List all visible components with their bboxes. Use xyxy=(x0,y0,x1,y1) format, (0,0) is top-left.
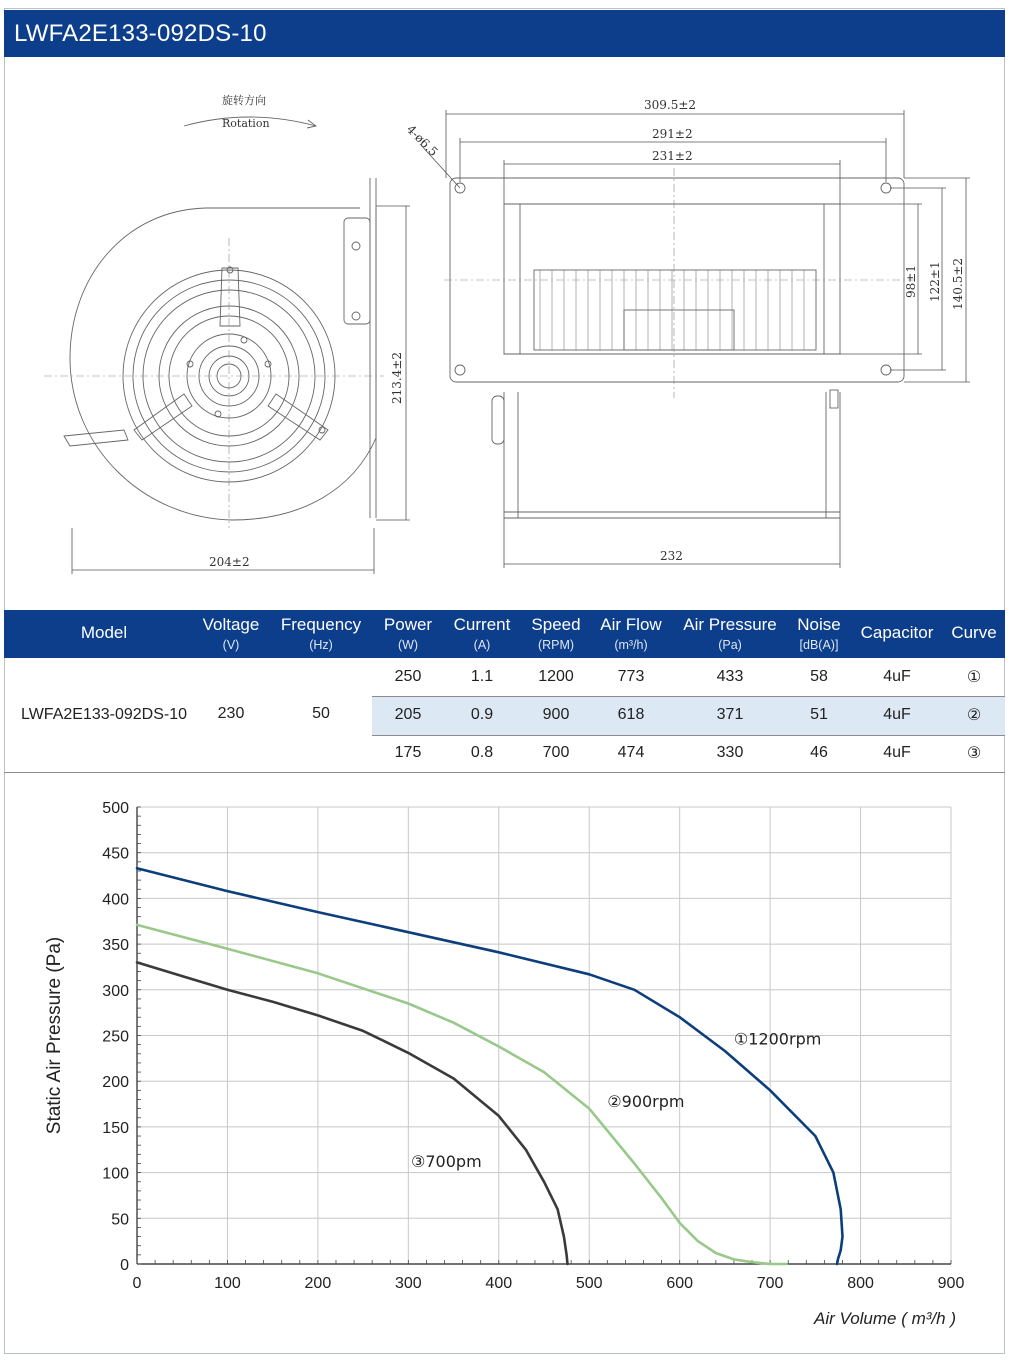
y-tick-label: 450 xyxy=(102,845,129,863)
table-cell-curve: ① xyxy=(966,667,982,686)
y-tick-label: 500 xyxy=(102,800,129,817)
col-frequency: Frequency (Hz) xyxy=(280,615,362,652)
x-tick-label: 800 xyxy=(847,1275,874,1292)
x-axis-title: Air Volume ( m³/h ) xyxy=(813,1309,956,1328)
table-cell-pressure: 330 xyxy=(716,744,744,761)
dim-122-text: 122±1 xyxy=(928,261,942,302)
x-tick-label: 600 xyxy=(666,1275,694,1292)
cable-lead xyxy=(64,430,128,446)
dim-291-text: 291±2 xyxy=(652,127,693,141)
table-cell-power: 175 xyxy=(394,744,422,761)
col-capacitor: Capacitor xyxy=(860,623,934,642)
frequency-cell: 50 xyxy=(312,705,330,722)
table-cell-curve: ② xyxy=(966,705,982,724)
flange-hole-2 xyxy=(352,312,360,320)
table-cell-airflow: 474 xyxy=(617,744,645,761)
model-cell: LWFA2E133-092DS-10 xyxy=(20,706,187,723)
x-tick-label: 400 xyxy=(485,1275,513,1292)
x-tick-label: 0 xyxy=(132,1275,142,1292)
product-title: LWFA2E133-092DS-10 xyxy=(14,20,267,47)
dim-204-text: 204±2 xyxy=(209,555,250,569)
y-tick-label: 50 xyxy=(111,1211,129,1229)
col-curve: Curve xyxy=(951,623,997,642)
y-tick-label: 0 xyxy=(120,1257,129,1274)
col-power: Power (W) xyxy=(383,615,433,652)
series-line-2 xyxy=(137,925,786,1264)
x-tick-label: 700 xyxy=(756,1275,784,1292)
mount-hole-bl xyxy=(455,365,465,375)
table-cell-current: 0.9 xyxy=(470,706,494,723)
x-tick-label: 200 xyxy=(304,1275,332,1292)
table-cell-airflow: 773 xyxy=(617,668,645,685)
y-axis-title: Static Air Pressure (Pa) xyxy=(44,936,65,1135)
hole-spec-text: 4-ø6.5 xyxy=(403,122,441,159)
voltage-cell: 230 xyxy=(217,705,245,722)
housing-outline xyxy=(70,208,376,520)
y-tick-label: 350 xyxy=(102,937,129,955)
col-air-pressure: Air Pressure (Pa) xyxy=(683,615,777,652)
table-cell-speed: 900 xyxy=(542,706,570,723)
mount-arm-right xyxy=(268,394,328,440)
table-header xyxy=(4,610,1005,658)
y-tick-label: 100 xyxy=(102,1165,129,1183)
col-voltage: Voltage (V) xyxy=(202,615,260,652)
y-tick-label: 300 xyxy=(102,982,129,1000)
table-cell-curve: ③ xyxy=(966,743,982,762)
flange-hole-1 xyxy=(352,242,360,250)
curve-label-3: ③700pm xyxy=(411,1152,482,1172)
col-current: Current (A) xyxy=(453,615,511,652)
col-noise: Noise [dB(A)] xyxy=(797,615,841,652)
table-cell-noise: 46 xyxy=(810,744,828,761)
title-bar xyxy=(4,10,1005,57)
y-tick-label: 200 xyxy=(102,1074,129,1092)
col-airflow: Air Flow (m³/h) xyxy=(600,615,662,652)
mount-hole-br xyxy=(881,365,891,375)
table-cell-power: 205 xyxy=(394,706,422,723)
outlet-inner xyxy=(518,392,826,518)
rotation-en: Rotation xyxy=(222,117,270,130)
dim-98-text: 98±1 xyxy=(904,265,918,298)
mount-hole-tr xyxy=(881,183,891,193)
y-tick-label: 150 xyxy=(102,1119,129,1137)
table-cell-capacitor: 4uF xyxy=(883,744,911,761)
dim-140-text: 140.5±2 xyxy=(951,257,965,310)
motor-bolt-1 xyxy=(187,361,193,367)
outlet-housing xyxy=(504,392,840,518)
motor-bolt-2 xyxy=(265,361,271,367)
table-cell-power: 250 xyxy=(394,668,422,685)
front-flange xyxy=(344,218,370,324)
table-cell-current: 1.1 xyxy=(470,668,494,685)
chart-svg xyxy=(4,774,1005,1354)
spec-table xyxy=(4,610,1005,772)
col-model: Model xyxy=(80,623,128,642)
rotation-cn: 旋转方向 xyxy=(222,94,266,107)
col-speed: Speed (RPM) xyxy=(531,615,581,652)
table-cell-capacitor: 4uF xyxy=(883,706,911,723)
x-tick-label: 500 xyxy=(575,1275,603,1292)
y-tick-label: 400 xyxy=(102,891,129,909)
dim-213-text: 213.4±2 xyxy=(390,351,404,404)
x-tick-label: 100 xyxy=(214,1275,241,1292)
drawing-svg xyxy=(4,58,1005,608)
curve-label-1: ①1200rpm xyxy=(733,1029,822,1049)
table-cell-pressure: 371 xyxy=(716,706,744,723)
table-cell-speed: 1200 xyxy=(538,668,574,685)
dim-231-text: 231±2 xyxy=(652,149,693,163)
dim-232-text: 232 xyxy=(660,549,683,563)
x-tick-label: 300 xyxy=(394,1275,422,1292)
table-cell-noise: 51 xyxy=(810,706,828,723)
table-cell-pressure: 433 xyxy=(716,668,744,685)
outlet-tab-left xyxy=(492,396,504,444)
y-tick-label: 250 xyxy=(102,1028,129,1046)
motor-bolt-3 xyxy=(241,337,247,343)
table-cell-noise: 58 xyxy=(810,668,828,685)
table-cell-current: 0.8 xyxy=(470,744,494,761)
side-motor xyxy=(624,310,734,350)
x-tick-label: 900 xyxy=(937,1275,965,1292)
table-cell-capacitor: 4uF xyxy=(883,668,911,685)
performance-chart xyxy=(4,774,1005,1354)
mount-arm-top xyxy=(220,268,240,326)
technical-drawing xyxy=(4,58,1005,608)
mount-arm-left xyxy=(134,394,192,440)
outlet-tab-right xyxy=(830,390,838,408)
table-cell-speed: 700 xyxy=(542,744,570,761)
dim-309-text: 309.5±2 xyxy=(644,98,697,112)
series-line-1 xyxy=(137,868,843,1264)
table-cell-airflow: 618 xyxy=(617,706,645,723)
table-bottom-rule xyxy=(4,772,1005,773)
curve-label-2: ②900rpm xyxy=(607,1091,685,1111)
